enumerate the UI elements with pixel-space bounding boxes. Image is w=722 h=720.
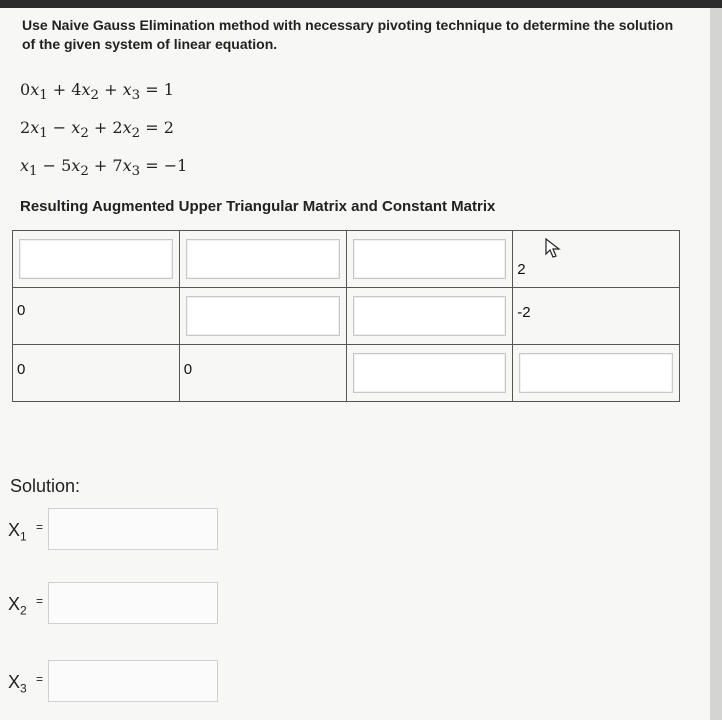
input-r1c2[interactable] — [186, 239, 340, 279]
eq1-op-2: + — [104, 80, 118, 99]
eq3-coef-2: 5 — [61, 156, 72, 175]
solution-title: Solution: — [10, 476, 81, 496]
x3-input[interactable] — [48, 660, 218, 702]
eq2-coef-1: 2 — [20, 118, 31, 137]
value-r3c2: 0 — [183, 361, 193, 378]
cell-r1c2 — [179, 231, 346, 288]
cell-r1c3 — [346, 231, 513, 288]
input-r1c1[interactable] — [19, 239, 173, 279]
x1-label: $X_1$ — [8, 520, 27, 544]
cell-r2c4 — [513, 288, 680, 345]
value-r2c1: 0 — [17, 302, 26, 319]
augmented-matrix — [12, 230, 680, 402]
eq2-coef-3: 2 — [112, 118, 123, 137]
cell-r3c4 — [513, 345, 680, 402]
matrix-row-2 — [13, 288, 680, 345]
eq1-coef-2: 4 — [71, 80, 82, 99]
eq2-rhs: 2 — [163, 118, 174, 137]
matrix-row-1 — [13, 231, 680, 288]
equation-1: $0x_1 + 4x_2 + x_3 = 1$ — [20, 80, 174, 104]
input-r2c2[interactable] — [186, 296, 340, 336]
eq3-coef-3: 7 — [112, 156, 123, 175]
cell-r2c3 — [346, 288, 513, 345]
cell-r1c4 — [513, 231, 680, 288]
cell-r3c2 — [179, 345, 346, 402]
eq2-op-2: + — [93, 118, 108, 137]
equation-2: $2x_1 - x_2 + 2x_2 = 2$ — [20, 118, 174, 142]
solution-row-x1 — [8, 508, 248, 552]
value-r1c4: 2 — [517, 261, 526, 278]
mouse-pointer-icon — [544, 238, 562, 258]
eq3-op-2: + — [93, 156, 108, 175]
x3-equals: = — [36, 672, 44, 686]
value-r3c1: 0 — [17, 361, 26, 378]
cell-r1c1 — [13, 231, 180, 288]
x2-input[interactable] — [48, 582, 218, 624]
eq2-op-1: − — [52, 118, 67, 137]
input-r1c3[interactable] — [353, 239, 507, 279]
eq3-op-1: − — [42, 156, 57, 175]
eq3-rhs: −1 — [163, 156, 188, 175]
matrix-row-3 — [13, 345, 680, 402]
value-r2c4: -2 — [517, 304, 531, 321]
cell-r3c1 — [13, 345, 180, 402]
top-bar — [0, 0, 722, 8]
solution-row-x3 — [8, 660, 248, 704]
cell-r3c3 — [346, 345, 513, 402]
x3-label: $X_3$ — [8, 672, 27, 696]
x1-input[interactable] — [48, 508, 218, 550]
input-r3c3[interactable] — [353, 353, 507, 393]
question-text: Use Naive Gauss Elimination method with necessary pivoting technique to determine the solution of the given system of linear equation. — [22, 17, 674, 52]
right-edge — [710, 8, 722, 720]
matrix-heading: Resulting Augmented Upper Triangular Matrix and Constant Matrix — [20, 198, 496, 215]
x1-equals: = — [36, 520, 44, 534]
x2-equals: = — [36, 594, 44, 608]
eq1-op-1: + — [52, 80, 67, 99]
x2-label: $X_2$ — [8, 594, 27, 618]
input-r2c3[interactable] — [353, 296, 507, 336]
eq1-coef-1: 0 — [20, 80, 31, 99]
eq1-rhs: 1 — [163, 80, 174, 99]
cell-r2c2 — [179, 288, 346, 345]
input-r3c4[interactable] — [519, 353, 673, 393]
solution-row-x2 — [8, 582, 248, 626]
equation-3: $x_1 - 5x_2 + 7x_3 = -1$ — [20, 156, 188, 180]
worksheet — [0, 8, 710, 720]
cell-r2c1 — [13, 288, 180, 345]
